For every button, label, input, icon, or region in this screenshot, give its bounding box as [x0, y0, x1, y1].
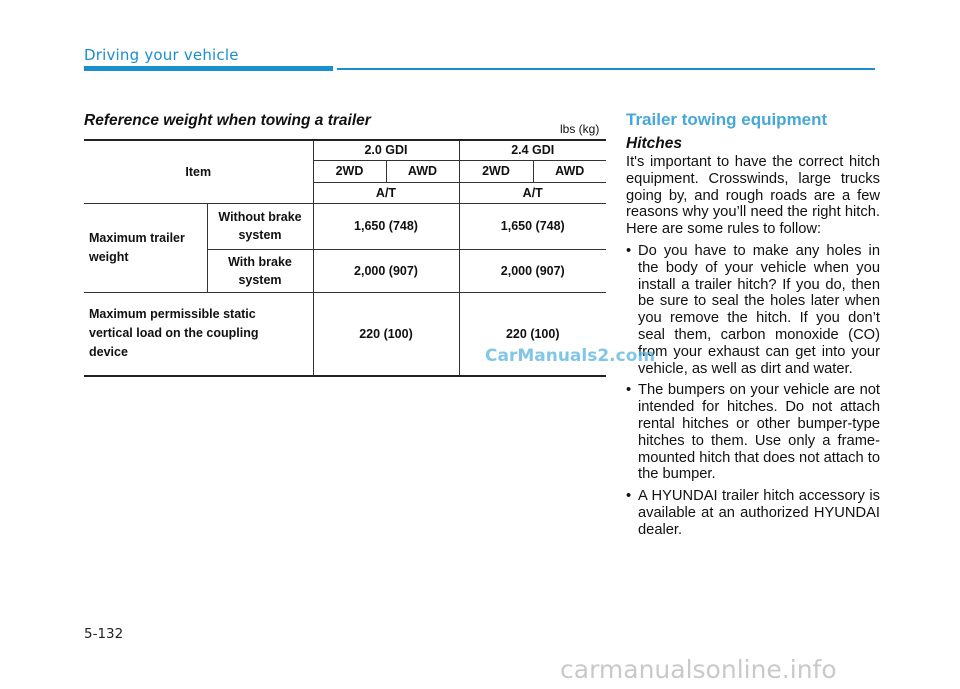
list-item [626, 382, 880, 483]
right-heading: Trailer towing equipment [626, 110, 828, 129]
item-header: Item [84, 140, 313, 203]
list-item-text: A HYUNDAI trailer hitch accessory is available at an authorized HYUNDAI dealer. [638, 488, 880, 538]
transmission-header: A/T [313, 182, 459, 203]
footer-watermark: carmanualsonline.info [560, 655, 837, 684]
vertical-load-label: Maximum permissible static vertical load on the coupling device [84, 292, 313, 376]
drive-header: 2WD [313, 160, 386, 182]
list-item-text: The bumpers on your vehicle are not intended for hitches. Do not attach rental hitches or other bumper-type hitches to them. Use only a frame-mounted hitch that does not attach to the bumper. [638, 382, 880, 483]
section-rule-thin [337, 68, 875, 70]
bullet-icon: • [626, 488, 632, 505]
page-number: 5-132 [84, 626, 124, 642]
max-trailer-weight-label: Maximum trailer weight [84, 203, 207, 292]
with-brake-value: 2,000 (907) [313, 249, 459, 292]
list-item [626, 488, 880, 538]
with-brake-label: With brake system [207, 249, 313, 292]
units-label: lbs (kg) [560, 122, 600, 136]
table-heading: Reference weight when towing a trailer [84, 112, 371, 129]
without-brake-value: 1,650 (748) [459, 203, 606, 249]
without-brake-label: Without brake system [207, 203, 313, 249]
vertical-load-value: 220 (100) [459, 292, 606, 376]
with-brake-value: 2,000 (907) [459, 249, 606, 292]
section-rule-thick [84, 66, 333, 71]
intro-paragraph: It's important to have the correct hitch equipment. Crosswinds, large trucks going by, and rough roads are a few reasons why you’ll need the right hitch. Here are some rules to follow: [626, 154, 880, 238]
drive-header: AWD [533, 160, 606, 182]
engine-header-2: 2.4 GDI [459, 140, 606, 160]
right-subheading: Hitches [626, 135, 682, 152]
transmission-header: A/T [459, 182, 606, 203]
bullet-icon: • [626, 242, 632, 259]
drive-header: AWD [386, 160, 459, 182]
section-title: Driving your vehicle [84, 46, 239, 64]
vertical-load-value: 220 (100) [313, 292, 459, 376]
watermark: CarManuals2.com [485, 346, 656, 366]
without-brake-value: 1,650 (748) [313, 203, 459, 249]
bullet-list [626, 243, 880, 539]
list-item-text: Do you have to make any holes in the body of your vehicle when you install a trailer hitch? If you do, then be sure to seal the holes later when you remove the hitch. If you don’t seal them, carbon monoxide (CO) from your exhaust can get into your vehicle, as well as dirt and water. [638, 242, 880, 377]
right-body [626, 154, 880, 544]
bullet-icon: • [626, 382, 632, 399]
drive-header: 2WD [459, 160, 533, 182]
list-item [626, 243, 880, 377]
engine-header-1: 2.0 GDI [313, 140, 459, 160]
towing-weight-table [84, 139, 606, 377]
